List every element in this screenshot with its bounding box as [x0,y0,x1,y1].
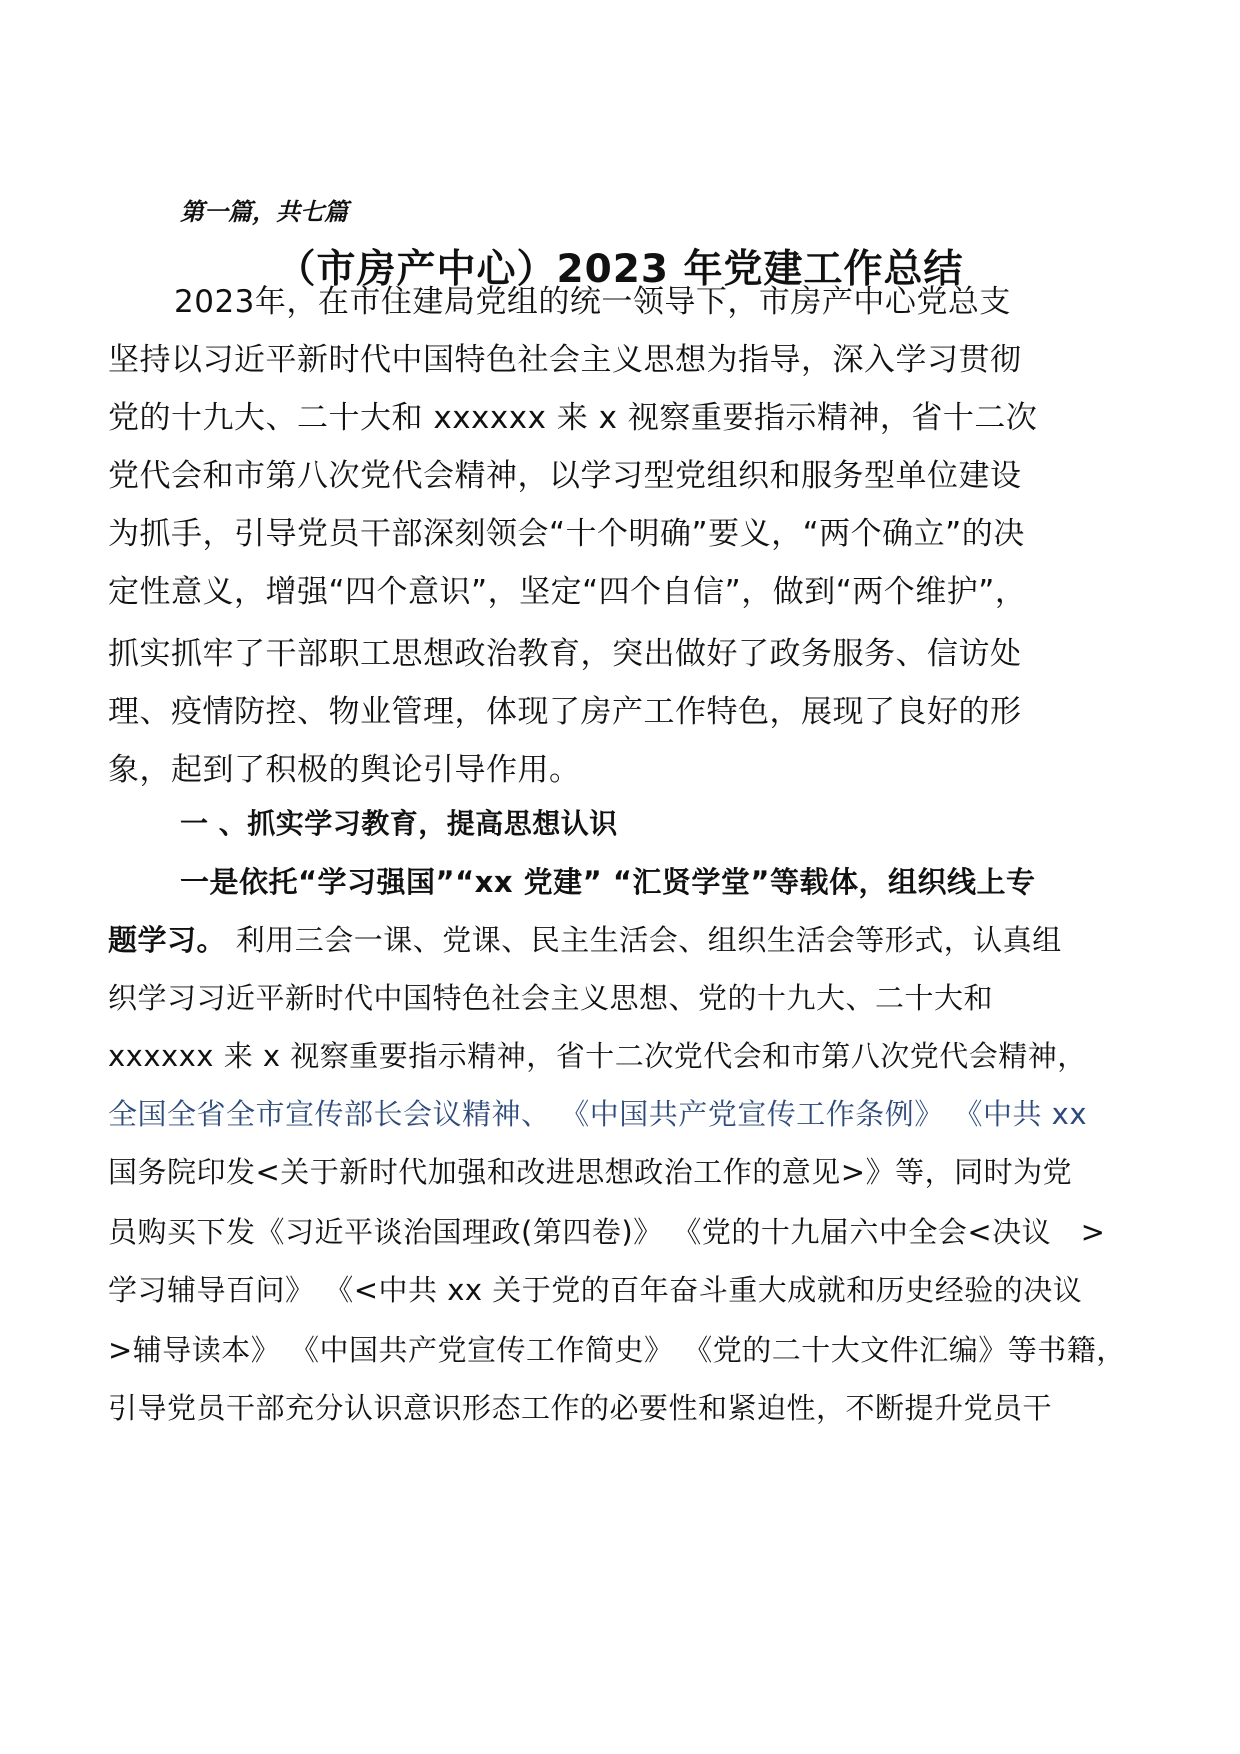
paragraph-line: 员购买下发《习近平谈治国理政(第四卷)》 《党的十九届六中全会<决议 > [108,1215,1106,1249]
paragraph-line [108,920,1062,960]
paragraph-line-highlight: 全国全省全市宣传部长会议精神、 《中国共产党宣传工作条例》 《中共 xx [108,1097,1087,1131]
paragraph-line: 党的十九大、二十大和 xxxxxx 来 x 视察重要指示精神，省十二次 [108,400,1038,436]
paragraph-line: 象，起到了积极的舆论引导作用。 [108,752,581,788]
document-title: （市房产中心）2023 年党建工作总结 [276,247,964,292]
paragraph-line: 抓实抓牢了干部职工思想政治教育，突出做好了政务服务、信访处 [108,636,1022,672]
series-label: 第一篇，共七篇 [180,197,348,226]
section-heading: 一 、抓实学习教育，提高思想认识 [180,807,618,840]
paragraph-line: 国务院印发<关于新时代加强和改进思想政治工作的意见>》等，同时为党 [108,1155,1073,1189]
paragraph-line: 引导党员干部充分认识意识形态工作的必要性和紧迫性，不断提升党员干 [108,1391,1053,1425]
paragraph-line: 学习辅导百问》 《<中共 xx 关于党的百年奋斗重大成就和历史经验的决议 [108,1273,1083,1307]
paragraph-line: 理、疫情防控、物业管理，体现了房产工作特色，展现了良好的形 [108,694,1022,730]
paragraph-lead-text: 利用三会一课、党课、民主生活会、组织生活会等形式，认真组 [226,923,1062,957]
paragraph-line: 为抓手，引导党员干部深刻领会“十个明确”要义，“两个确立”的决 [108,516,1025,552]
paragraph-line-bold: 一是依托“学习强国”“xx 党建” “汇贤学堂”等载体，组织线上专 [180,865,1036,899]
paragraph-lead-bold: 题学习。 [108,923,227,957]
paragraph-line: 定性意义，增强“四个意识”，坚定“四个自信”，做到“两个维护”， [108,574,1027,610]
paragraph-line: 织学习习近平新时代中国特色社会主义思想、党的十九大、二十大和 [108,981,994,1015]
paragraph-line: 党代会和市第八次党代会精神，以学习型党组织和服务型单位建设 [108,458,1022,494]
paragraph-line: xxxxxx 来 x 视察重要指示精神，省十二次党代会和市第八次党代会精神， [108,1039,1087,1073]
paragraph-line: 2023年，在市住建局党组的统一领导下，市房产中心党总支 [174,284,1011,320]
paragraph-line: 坚持以习近平新时代中国特色社会主义思想为指导，深入学习贯彻 [108,342,1022,378]
paragraph-line: >辅导读本》 《中国共产党宣传工作简史》 《党的二十大文件汇编》等书籍， [108,1333,1126,1367]
